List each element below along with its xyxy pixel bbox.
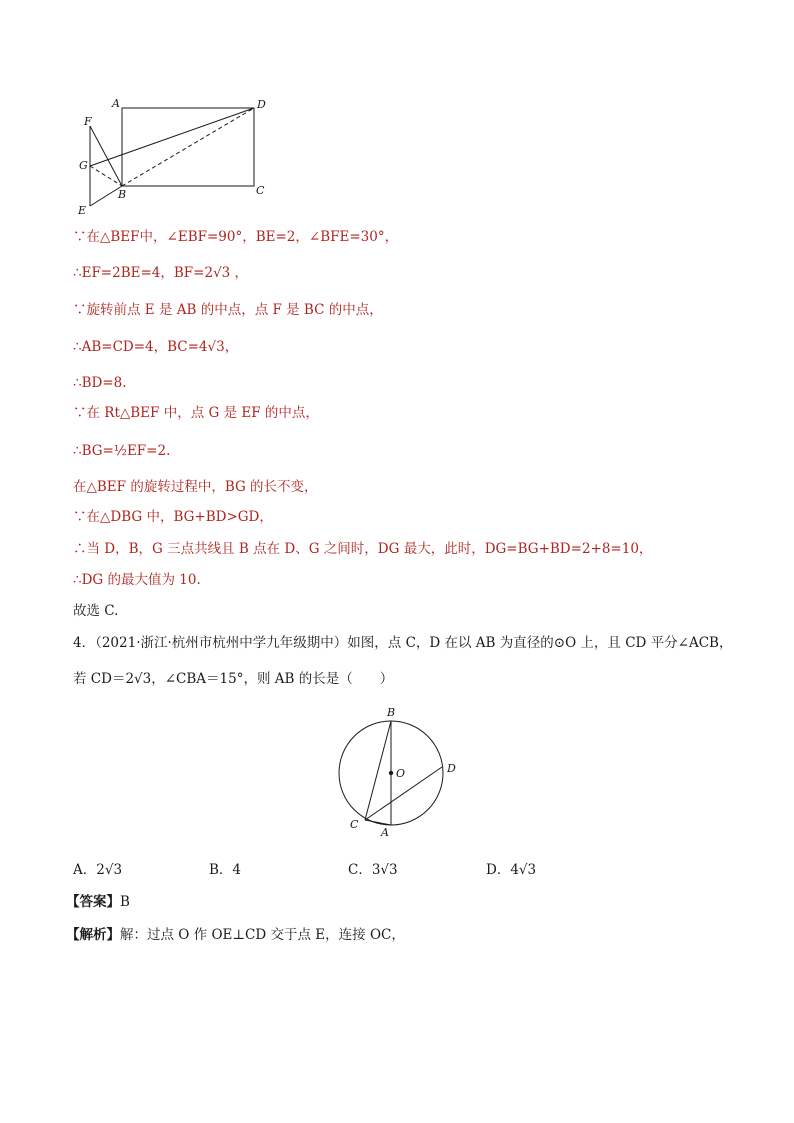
answer-value: B: [120, 894, 130, 910]
analysis-label: 【解析】: [66, 927, 120, 943]
answer-row: [66, 893, 130, 911]
solution-line: ∵在 Rt△BEF 中，点 G 是 EF 的中点，: [73, 405, 319, 421]
solution-line: ∴DG 的最大值为 10.: [73, 572, 201, 588]
question-line-2: 若 CD＝2√3，∠CBA＝15°，则 AB 的长是（ ）: [73, 671, 394, 687]
analysis-text: 解：过点 O 作 OE⊥CD 交于点 E，连接 OC，: [120, 927, 405, 943]
solution-line: ∴BD=8.: [73, 375, 127, 391]
solution-line: ∵在△DBG 中，BG+BD>GD，: [73, 509, 273, 525]
center-point: [389, 771, 393, 775]
solution-conclusion: 故选 C.: [73, 603, 119, 619]
solution-line: ∵在△BEF中，∠EBF=90°，BE=2，∠BFE=30°，: [73, 229, 399, 245]
label-a2: A: [381, 826, 389, 839]
solution-line: ∴当 D，B，G 三点共线且 B 点在 D、G 之间时，DG 最大，此时，DG=BG+BD=2+8=10，: [73, 541, 653, 557]
label-b: B: [118, 188, 127, 201]
option-a: A．2√3: [73, 862, 123, 878]
analysis-row: [66, 926, 405, 944]
circle-figure: [330, 700, 470, 850]
label-d: D: [257, 98, 266, 111]
option-c: C．3√3: [348, 862, 398, 878]
rectangle-figure: [74, 92, 274, 222]
label-g: G: [79, 159, 88, 172]
question-line-1: 4．（2021·浙江·杭州市杭州中学九年级期中）如图，点 C，D 在以 AB 为直径的⊙O 上，且 CD 平分∠ACB，: [73, 635, 733, 651]
solution-line: ∵旋转前点 E 是 AB 的中点，点 F 是 BC 的中点，: [73, 302, 383, 318]
solution-line: 在△BEF 的旋转过程中，BG 的长不变，: [73, 479, 318, 495]
label-f: F: [84, 115, 92, 128]
label-d2: D: [447, 762, 456, 775]
label-b2: B: [387, 706, 396, 719]
solution-line: ∴EF=2BE=4，BF=2√3 ，: [73, 265, 249, 281]
label-c2: C: [350, 818, 359, 831]
option-b: B．4: [209, 862, 242, 878]
label-c: C: [256, 184, 265, 197]
label-o: O: [396, 767, 406, 780]
label-e: E: [78, 204, 87, 217]
label-a: A: [112, 97, 120, 110]
solution-line: ∴AB=CD=4，BC=4√3，: [73, 339, 239, 355]
answer-label: 【答案】: [66, 894, 120, 910]
option-d: D．4√3: [486, 862, 537, 878]
solution-line: ∴BG=½EF=2.: [73, 443, 171, 459]
